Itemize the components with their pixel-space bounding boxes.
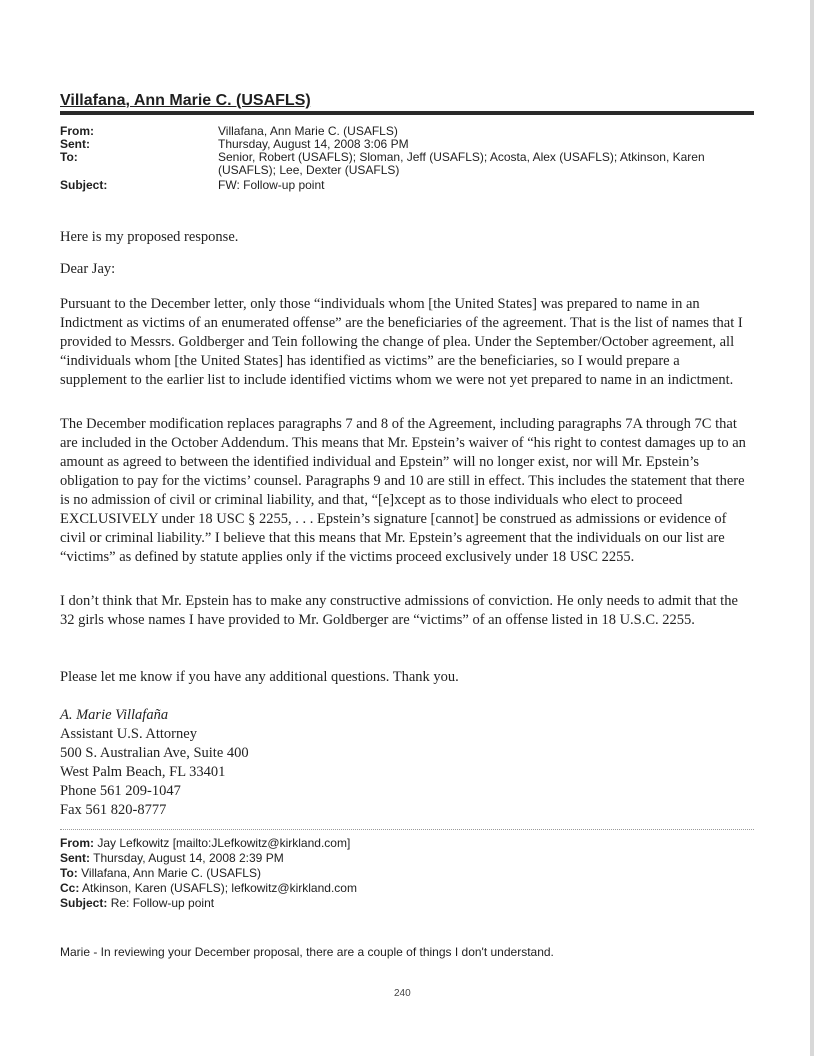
salutation: Dear Jay: [60, 261, 116, 277]
signature-address-1: 500 S. Australian Ave, Suite 400 [60, 745, 249, 761]
sent-value: Thursday, August 14, 2008 3:06 PM [218, 137, 409, 151]
paragraph-2: The December modification replaces paragraphs 7 and 8 of the Agreement, including paragraphs 7A through 7C that are included in the October Addendum. This means that Mr. Epstein’s waiver of “his right to contest damages up to an amount as agreed to between the identified individual and Epstein” will no longer exist, nor will Mr. Epstein’s obligation to pay for the victims’ counsel. Paragraphs 9 and 10 are still in effect. This includes the statement that there is no admission of civil or criminal liability, and that, “[e]xcept as to those individuals who elect to proceed EXCLUSIVELY under 18 USC § 2255, . . . Epstein’s signature [cannot] be construed as admissions or evidence of civil or criminal liability.” I believe that this means that Mr. Epstein’s agreement that the individuals on our list are “victims” as defined by statute applies only if the victims proceed exclusively under 18 USC 2255. [60, 416, 746, 565]
fwd-cc-value: Atkinson, Karen (USAFLS); lefkowitz@kirkland.com [82, 881, 357, 895]
subject-label: Subject: [60, 178, 108, 192]
from-value: Villafana, Ann Marie C. (USAFLS) [218, 124, 398, 138]
title-rule [60, 111, 754, 115]
fwd-subject-value: Re: Follow-up point [110, 896, 215, 910]
fwd-sent-value: Thursday, August 14, 2008 2:39 PM [93, 851, 284, 865]
signature-name: A. Marie Villafaña [60, 707, 169, 723]
forwarded-message-text: Marie - In reviewing your December proposal, there are a couple of things I don't understand. [60, 945, 554, 959]
fwd-sent-row [60, 851, 284, 866]
fwd-from-row [60, 836, 350, 851]
fwd-sent-label: Sent: [60, 851, 90, 865]
paragraph-1: Pursuant to the December letter, only those “individuals whom [the United States] was prepared to name in an Indictment as victims of an enumerated offense” are the beneficiaries of the agreement. That is the list of names that I provided to Messrs. Goldberger and Tein following the change of plea. Under the September/October agreement, all “individuals whom [the United States] has identified as victims” are the beneficiaries, so I would prepare a supplement to the earlier list to include identified victims whom we were not yet prepared to name in an indictment. [60, 296, 743, 388]
intro-line: Here is my proposed response. [60, 229, 239, 245]
fwd-to-label: To: [60, 866, 78, 880]
signature-address-2: West Palm Beach, FL 33401 [60, 764, 226, 780]
signature-phone: Phone 561 209-1047 [60, 783, 181, 799]
fwd-to-value: Villafana, Ann Marie C. (USAFLS) [81, 866, 261, 880]
signature-block [60, 706, 750, 820]
subject-value: FW: Follow-up point [218, 178, 325, 192]
to-label: To: [60, 150, 78, 164]
fwd-cc-row [60, 881, 357, 896]
signature-fax: Fax 561 820-8777 [60, 802, 167, 818]
signature-title: Assistant U.S. Attorney [60, 726, 197, 742]
forward-separator [60, 829, 754, 830]
document-title: Villafana, Ann Marie C. (USAFLS) [60, 92, 311, 109]
page-number: 240 [394, 988, 411, 999]
fwd-subject-row [60, 896, 214, 911]
fwd-to-row [60, 866, 261, 881]
fwd-cc-label: Cc: [60, 881, 80, 895]
scan-edge-mark [810, 0, 814, 1056]
sent-label: Sent: [60, 137, 90, 151]
paragraph-3: I don’t think that Mr. Epstein has to make any constructive admissions of conviction. He only needs to admit that the 32 girls whose names I have provided to Mr. Goldberger are “victims” of an offense listed in 18 U.S.C. 2255. [60, 593, 738, 628]
to-value-line2: (USAFLS); Lee, Dexter (USAFLS) [218, 163, 400, 177]
fwd-from-label: From: [60, 836, 94, 850]
paragraph-4: Please let me know if you have any additional questions. Thank you. [60, 669, 459, 685]
from-label: From: [60, 124, 94, 138]
to-value-line1: Senior, Robert (USAFLS); Sloman, Jeff (USAFLS); Acosta, Alex (USAFLS); Atkinson, Karen [218, 150, 705, 164]
fwd-from-value: Jay Lefkowitz [mailto:JLefkowitz@kirkland.com] [97, 836, 351, 850]
fwd-subject-label: Subject: [60, 896, 108, 910]
